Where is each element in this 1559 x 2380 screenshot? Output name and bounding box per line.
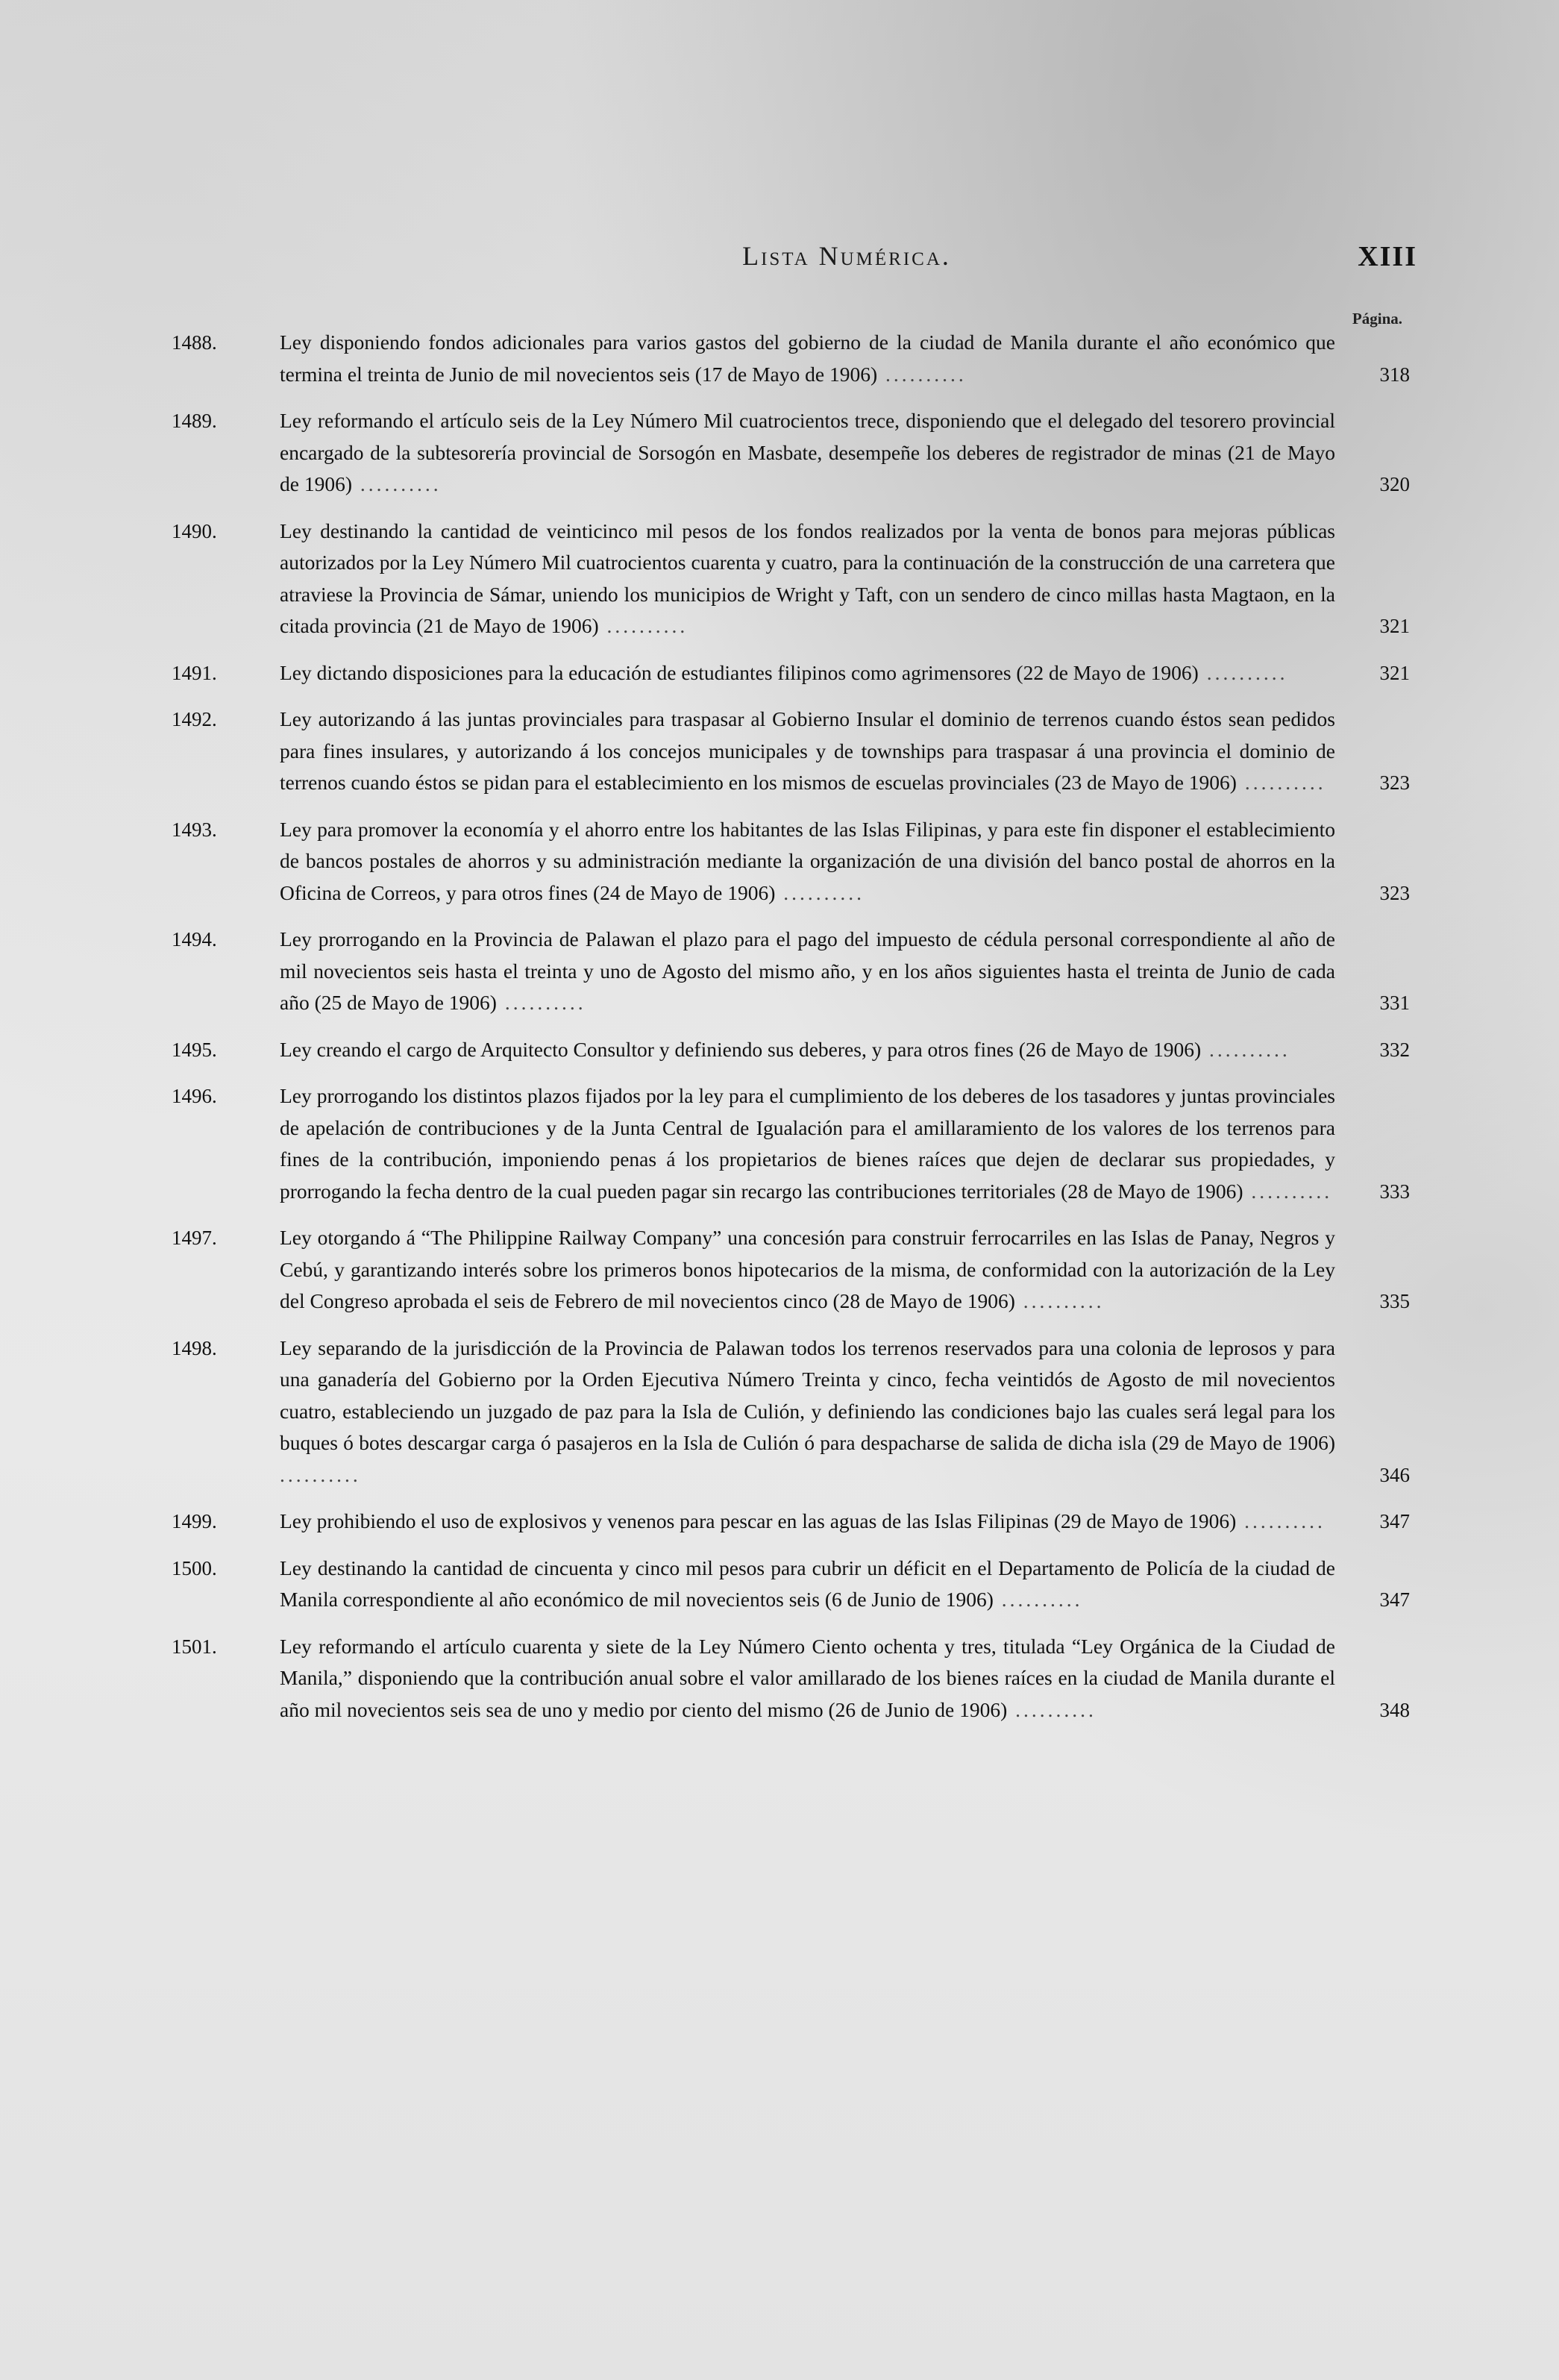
entry-description (280, 704, 1335, 799)
entry-text: Ley destinando la cantidad de cincuenta y cinco mil pesos para cubrir un déficit en el Departamento de Policía de la ciudad de Manila correspondiente al año económico de mil novecientos seis (6 de Junio de 1906) (280, 1556, 1335, 1611)
entry-page-number: 333 (1379, 1180, 1410, 1203)
entry-number: 1501. (172, 1635, 217, 1658)
page-number-roman: XIII (1358, 241, 1417, 272)
entry-page-number: 331 (1379, 992, 1410, 1014)
entry-number: 1492. (172, 708, 217, 730)
index-entry (172, 1553, 1410, 1616)
entry-text: Ley prohibiendo el uso de explosivos y venenos para pescar en las aguas de las Islas Filipinas (29 de Mayo de 1906) (280, 1509, 1237, 1532)
index-entry (172, 657, 1410, 689)
entry-number: 1500. (172, 1556, 217, 1579)
dot-leader: .......... (877, 362, 967, 386)
dot-leader: .......... (993, 1588, 1083, 1611)
entry-page-number: 335 (1379, 1290, 1410, 1312)
dot-leader: .......... (1007, 1697, 1097, 1721)
entry-page-number: 323 (1379, 771, 1410, 794)
entry-page-number: 348 (1379, 1698, 1410, 1721)
entry-description (280, 1553, 1335, 1616)
entry-description (280, 1222, 1335, 1318)
index-entry (172, 704, 1410, 799)
entry-page-number: 346 (1379, 1463, 1410, 1486)
index-entry (172, 1034, 1410, 1066)
entry-text: Ley creando el cargo de Arquitecto Consultor y definiendo sus deberes, y para otros fines (26 de Mayo de 1906) (280, 1037, 1202, 1061)
entry-description (280, 327, 1335, 390)
dot-leader: .......... (1014, 1289, 1105, 1312)
index-entry (172, 814, 1410, 909)
entry-number: 1498. (172, 1336, 217, 1359)
index-entry (172, 1080, 1410, 1207)
entry-text: Ley prorrogando en la Provincia de Palawan el plazo para el pago del impuesto de cédula personal correspondiente al año de mil novecientos seis hasta el treinta y uno de Agosto del mismo año, y en los años siguientes hasta el treinta de Junio de cada año (25 de Mayo de 1906) (280, 927, 1335, 1014)
index-entry (172, 1631, 1410, 1726)
entry-page-number: 320 (1379, 473, 1410, 495)
entry-number: 1493. (172, 818, 217, 841)
dot-leader: .......... (1198, 660, 1288, 684)
entry-number: 1489. (172, 410, 217, 432)
entry-text: Ley separando de la jurisdicción de la Provincia de Palawan todos los terrenos reservados para una colonia de leprosos y para una ganadería del Gobierno por la Orden Ejecutiva Número Treinta y cinco, fecha veintidós de Agosto de mil novecientos cuatro, estableciendo un juzgado de paz para la Isla de Culión, y definiendo las condiciones bajo las cuales será legal para los buques ó botes descargar carga ó pasajeros en la Isla de Culión ó para despacharse de salida de dicha isla (29 de Mayo de 1906) (280, 1335, 1335, 1454)
dot-leader: .......... (280, 1462, 361, 1486)
entry-description (280, 657, 1335, 689)
dot-leader: .......... (598, 614, 688, 637)
index-entry (172, 924, 1410, 1019)
entry-description (280, 1506, 1335, 1538)
page-header (276, 240, 1417, 285)
entry-number: 1491. (172, 661, 217, 684)
entry-text: Ley dictando disposiciones para la educación de estudiantes filipinos como agrimensores (22 de Mayo de 1906) (280, 660, 1199, 684)
entry-description (280, 1034, 1335, 1066)
page-column-label: Página. (1352, 310, 1402, 328)
entry-text: Ley disponiendo fondos adicionales para varios gastos del gobierno de la ciudad de Manila durante el año económico que termina el treinta de Junio de mil novecientos seis (17 de Mayo de 1906) (280, 331, 1335, 386)
entry-page-number: 321 (1379, 615, 1410, 637)
dot-leader: .......... (1236, 771, 1326, 794)
entry-text: Ley reformando el artículo seis de la Ley Número Mil cuatrocientos trece, disponiendo que el delegado del tesorero provincial encargado de la subtesorería provincial de Sorsogón en Masbate, desempeñe los deberes de registrador de minas (21 de Mayo de 1906) (280, 409, 1335, 495)
entry-text: Ley otorgando á “The Philippine Railway Company” una concesión para construir ferrocarriles en las Islas de Panay, Negros y Cebú, y garantizando interés sobre los primeros bonos hipotecarios de la misma, de conformidad con la autorización de la Ley del Congreso aprobada el seis de Febrero de mil novecientos cinco (28 de Mayo de 1906) (280, 1226, 1335, 1312)
entry-page-number: 347 (1379, 1588, 1410, 1611)
entry-page-number: 332 (1379, 1038, 1410, 1061)
dot-leader: .......... (352, 472, 442, 495)
entry-text: Ley para promover la economía y el ahorro entre los habitantes de las Islas Filipinas, y para este fin disponer el establecimiento de bancos postales de ahorros y su administración mediante la organización de una división del banco postal de ahorros en la Oficina de Correos, y para otros fines (24 de Mayo de 1906) (280, 817, 1335, 904)
entry-page-number: 347 (1379, 1510, 1410, 1532)
entry-number: 1497. (172, 1227, 217, 1249)
running-title: Lista Numérica. (742, 241, 951, 271)
entry-number: 1495. (172, 1038, 217, 1061)
index-entry (172, 1333, 1410, 1491)
dot-leader: .......... (775, 880, 865, 904)
entry-page-number: 318 (1379, 363, 1410, 386)
entry-number: 1490. (172, 519, 217, 542)
index-entry (172, 405, 1410, 501)
entry-text: Ley prorrogando los distintos plazos fijados por la ley para el cumplimiento de los deberes de los tasadores y juntas provinciales de apelación de contribuciones y de la Junta Central de Igualación para el amillaramiento de los valores de los terrenos para fines de la contribución, imponiendo penas á los propietarios de bienes raíces que dejen de declarar sus propiedades, y prorrogando la fecha dentro de la cual pueden pagar sin recargo las contribuciones territoriales (28 de Mayo de 1906) (280, 1084, 1335, 1203)
dot-leader: .......... (1243, 1179, 1333, 1203)
dot-leader: .......... (496, 991, 586, 1014)
entry-text: Ley reformando el artículo cuarenta y siete de la Ley Número Ciento ochenta y tres, titulada “Ley Orgánica de la Ciudad de Manila,” disponiendo que la contribución anual sobre el valor amillarado de los bienes raíces en la ciudad de Manila durante el año mil novecientos seis sea de uno y medio por ciento del mismo (26 de Junio de 1906) (280, 1634, 1335, 1721)
entry-number: 1496. (172, 1085, 217, 1107)
entry-text: Ley autorizando á las juntas provinciales para traspasar al Gobierno Insular el dominio de terrenos cuando éstos sean pedidos para fines insulares, y autorizando á los concejos municipales y de townships para traspasar á una provincia el dominio de terrenos cuando éstos se pidan para el establecimiento en los mismos de escuelas provinciales (23 de Mayo de 1906) (280, 707, 1335, 794)
dot-leader: .......... (1201, 1037, 1290, 1061)
entry-number: 1499. (172, 1510, 217, 1532)
index-entry (172, 516, 1410, 642)
entry-number: 1488. (172, 331, 217, 354)
entry-number: 1494. (172, 928, 217, 951)
entry-description (280, 1080, 1335, 1207)
entry-description (280, 924, 1335, 1019)
entry-description (280, 1631, 1335, 1726)
law-index-list (172, 327, 1410, 1741)
entry-page-number: 323 (1379, 881, 1410, 904)
entry-page-number: 321 (1379, 661, 1410, 684)
entry-description (280, 405, 1335, 501)
index-entry (172, 327, 1410, 390)
entry-description (280, 1333, 1335, 1491)
entry-description (280, 516, 1335, 642)
entry-text: Ley destinando la cantidad de veinticinco mil pesos de los fondos realizados por la venta de bonos para mejoras públicas autorizados por la Ley Número Mil cuatrocientos cuarenta y cuatro, para la continuación de la construcción de una carretera que atraviese la Provincia de Sámar, uniendo los municipios de Wright y Taft, con un sendero de cinco millas hasta Magtaon, en la citada provincia (21 de Mayo de 1906) (280, 519, 1335, 637)
entry-description (280, 814, 1335, 909)
dot-leader: .......... (1236, 1509, 1326, 1532)
index-entry (172, 1222, 1410, 1318)
index-entry (172, 1506, 1410, 1538)
